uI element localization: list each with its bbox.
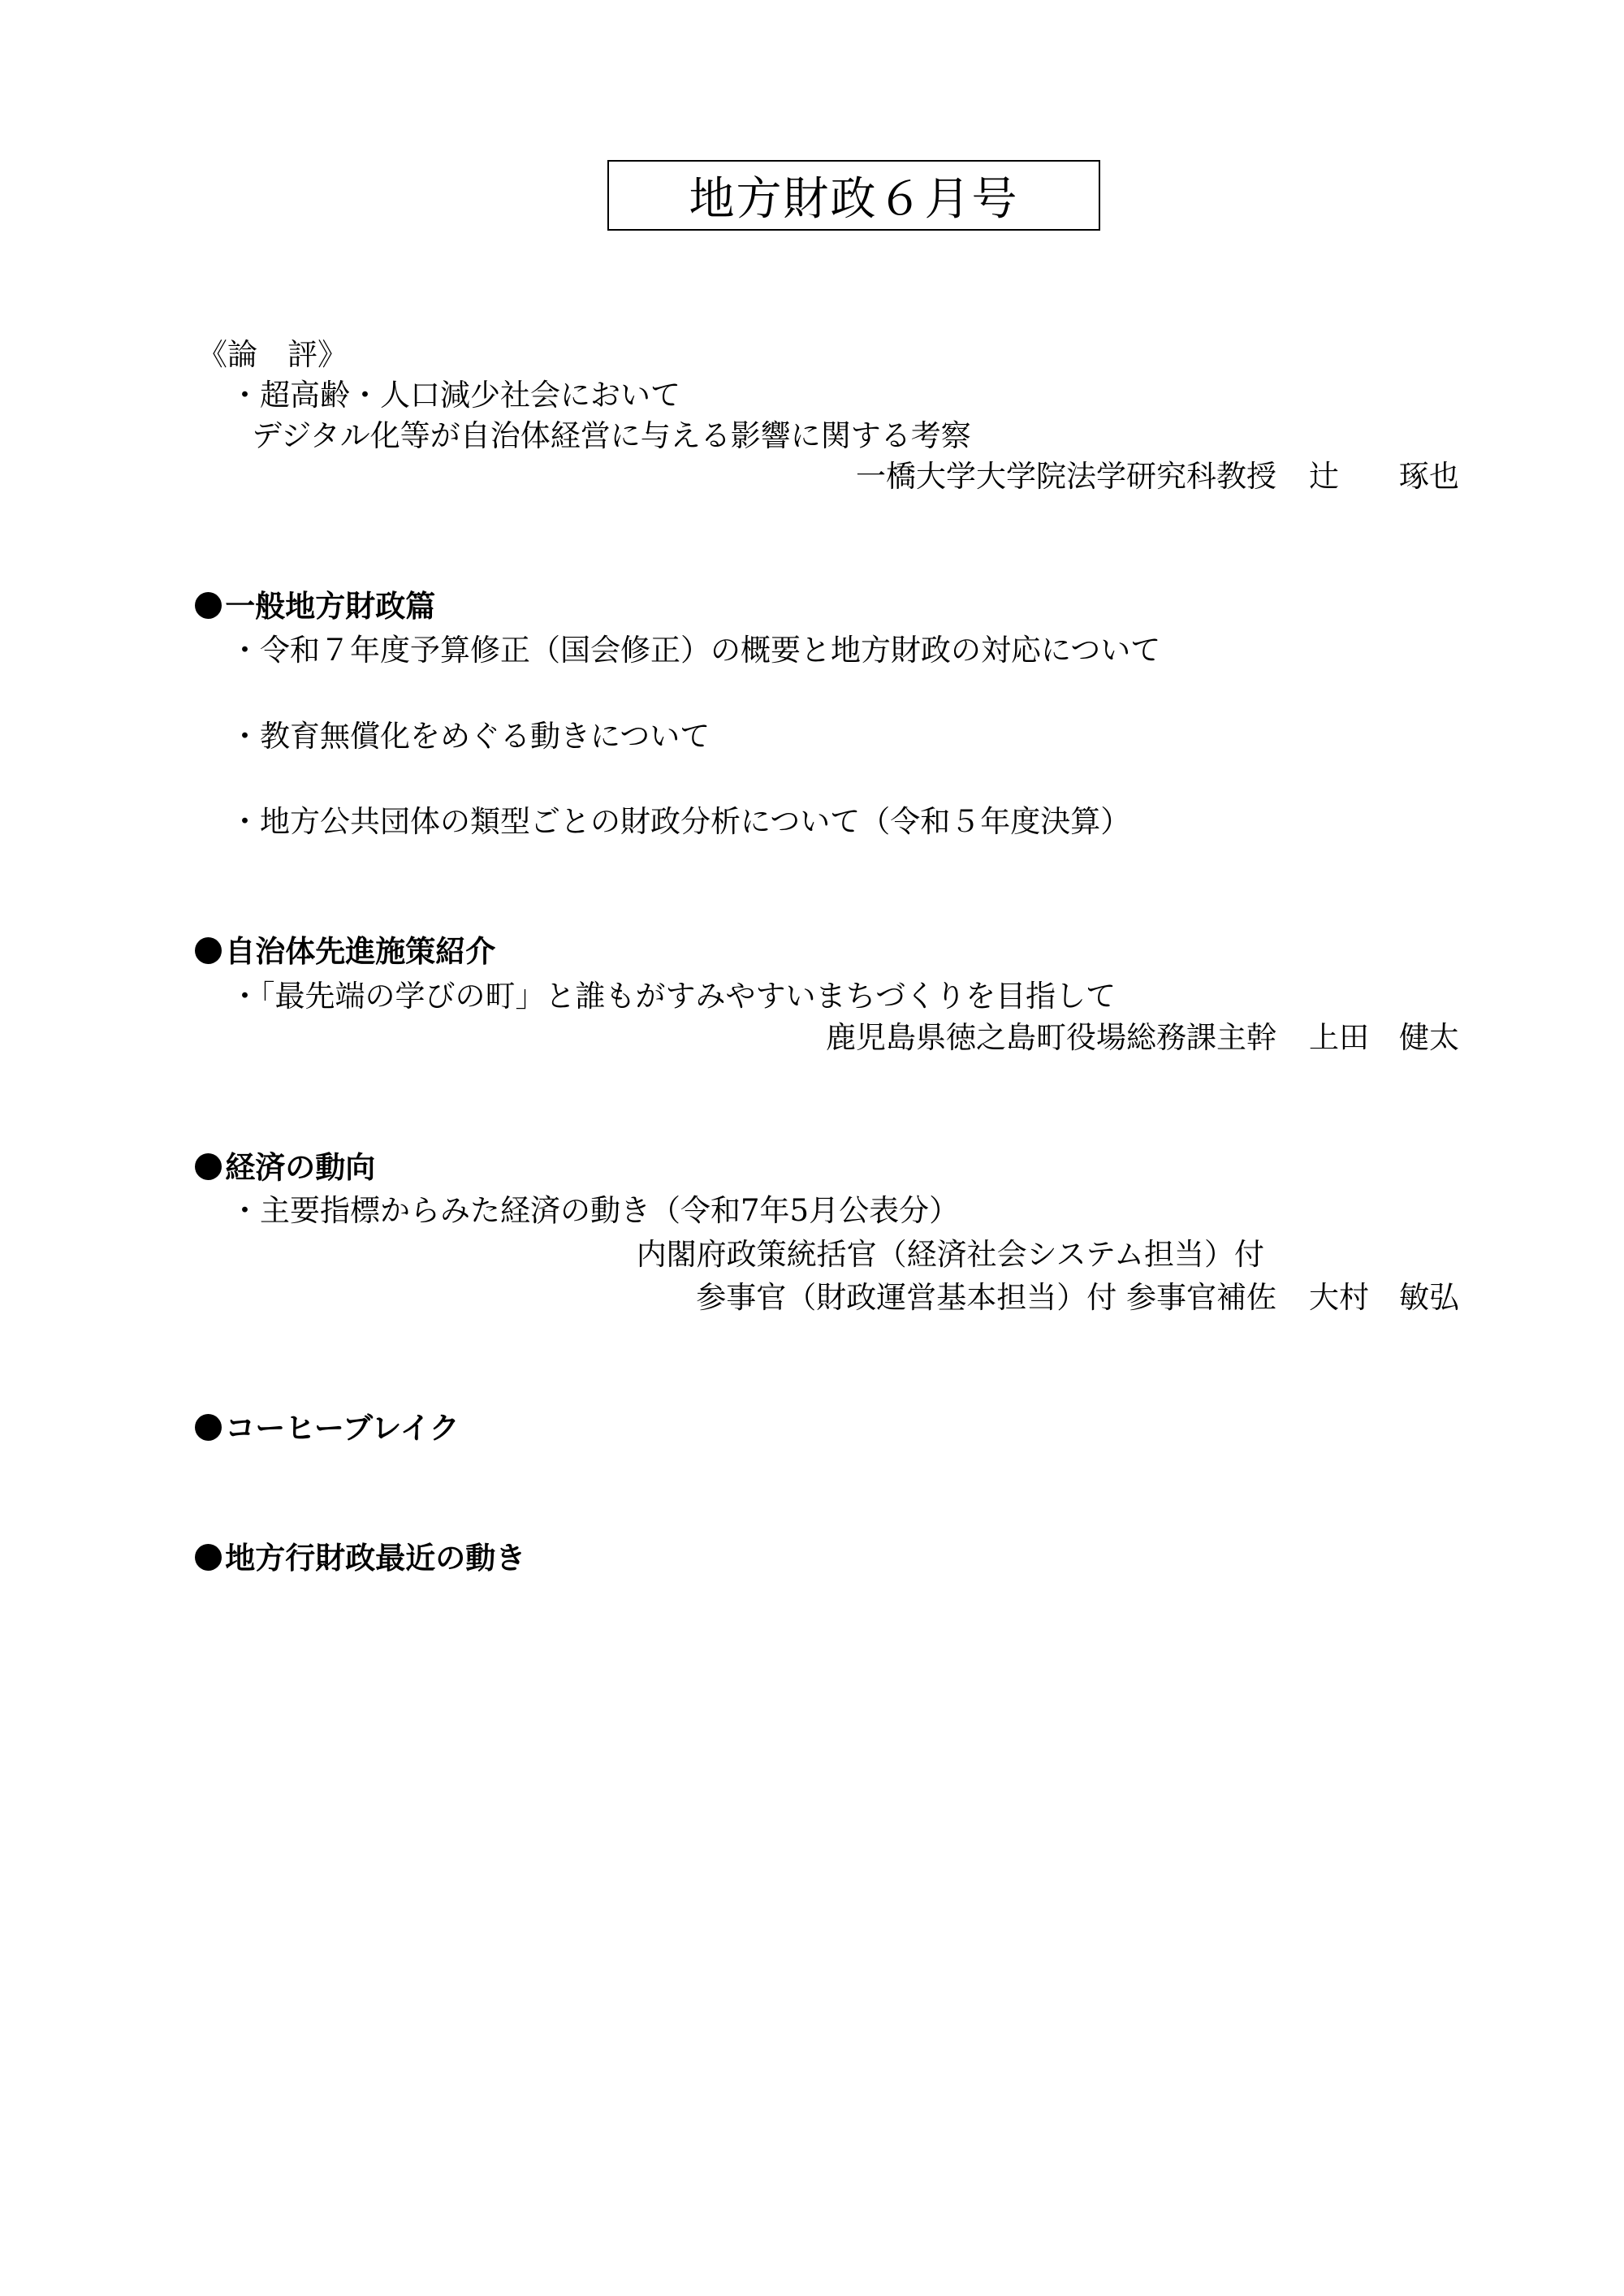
keizai-author-line2	[696, 1278, 1459, 1317]
ronpyo-author	[856, 457, 1459, 496]
ippan-item-2: ・教育無償化をめぐる動きについて	[230, 719, 710, 754]
ippan-item-1: ・令和７年度予算修正（国会修正）の概要と地方財政の対応について	[230, 633, 1161, 668]
ippan-item-3: ・地方公共団体の類型ごとの財政分析について（令和５年度決算）	[230, 804, 1131, 839]
jichitai-author	[826, 1018, 1459, 1057]
author-affiliation: 鹿児島県徳之島町役場総務課主幹	[826, 1020, 1276, 1055]
ronpyo-item-title-line1: ・超高齢・人口減少社会において	[230, 378, 680, 413]
section-heading-text: 経済の動向	[225, 1150, 376, 1185]
bullet-icon	[195, 1414, 222, 1441]
author-affiliation: 一橋大学大学院法学研究科教授	[856, 459, 1276, 494]
author-affiliation: 参事官（財政運営基本担当）付 参事官補佐	[696, 1280, 1276, 1315]
section-heading-text: 地方行財政最近の動き	[225, 1541, 526, 1576]
section-heading-text: 自治体先進施策紹介	[225, 934, 496, 969]
ronpyo-item-title-line2: デジタル化等が自治体経営に与える影響に関する考察	[252, 418, 971, 453]
author-name: 上田 健太	[1309, 1020, 1459, 1055]
section-heading-ippan	[195, 587, 435, 626]
section-heading-text: 一般地方財政篇	[225, 589, 436, 624]
keizai-item: ・主要指標からみた経済の動き（令和7年5月公表分）	[230, 1193, 960, 1228]
section-heading-coffee	[195, 1409, 460, 1448]
author-name: 大村 敏弘	[1309, 1280, 1459, 1315]
section-heading-jichitai	[195, 932, 495, 971]
section-heading-keizai	[195, 1148, 375, 1187]
section-heading-ronpyo: 《論 評》	[197, 337, 348, 372]
section-heading-saikin	[195, 1539, 525, 1578]
bullet-icon	[195, 1544, 222, 1571]
jichitai-item: ・「最先端の学びの町」と誰もがすみやすいまちづくりを目指して	[230, 979, 1116, 1014]
page-title: 地方財政６月号	[607, 160, 1100, 231]
section-heading-text: コーヒーブレイク	[225, 1411, 460, 1446]
bullet-icon	[195, 1153, 222, 1180]
keizai-author-line1: 内閣府政策統括官（経済社会システム担当）付	[636, 1237, 1264, 1272]
bullet-icon	[195, 592, 222, 619]
bullet-icon	[195, 937, 222, 964]
author-name: 辻 琢也	[1309, 459, 1459, 494]
